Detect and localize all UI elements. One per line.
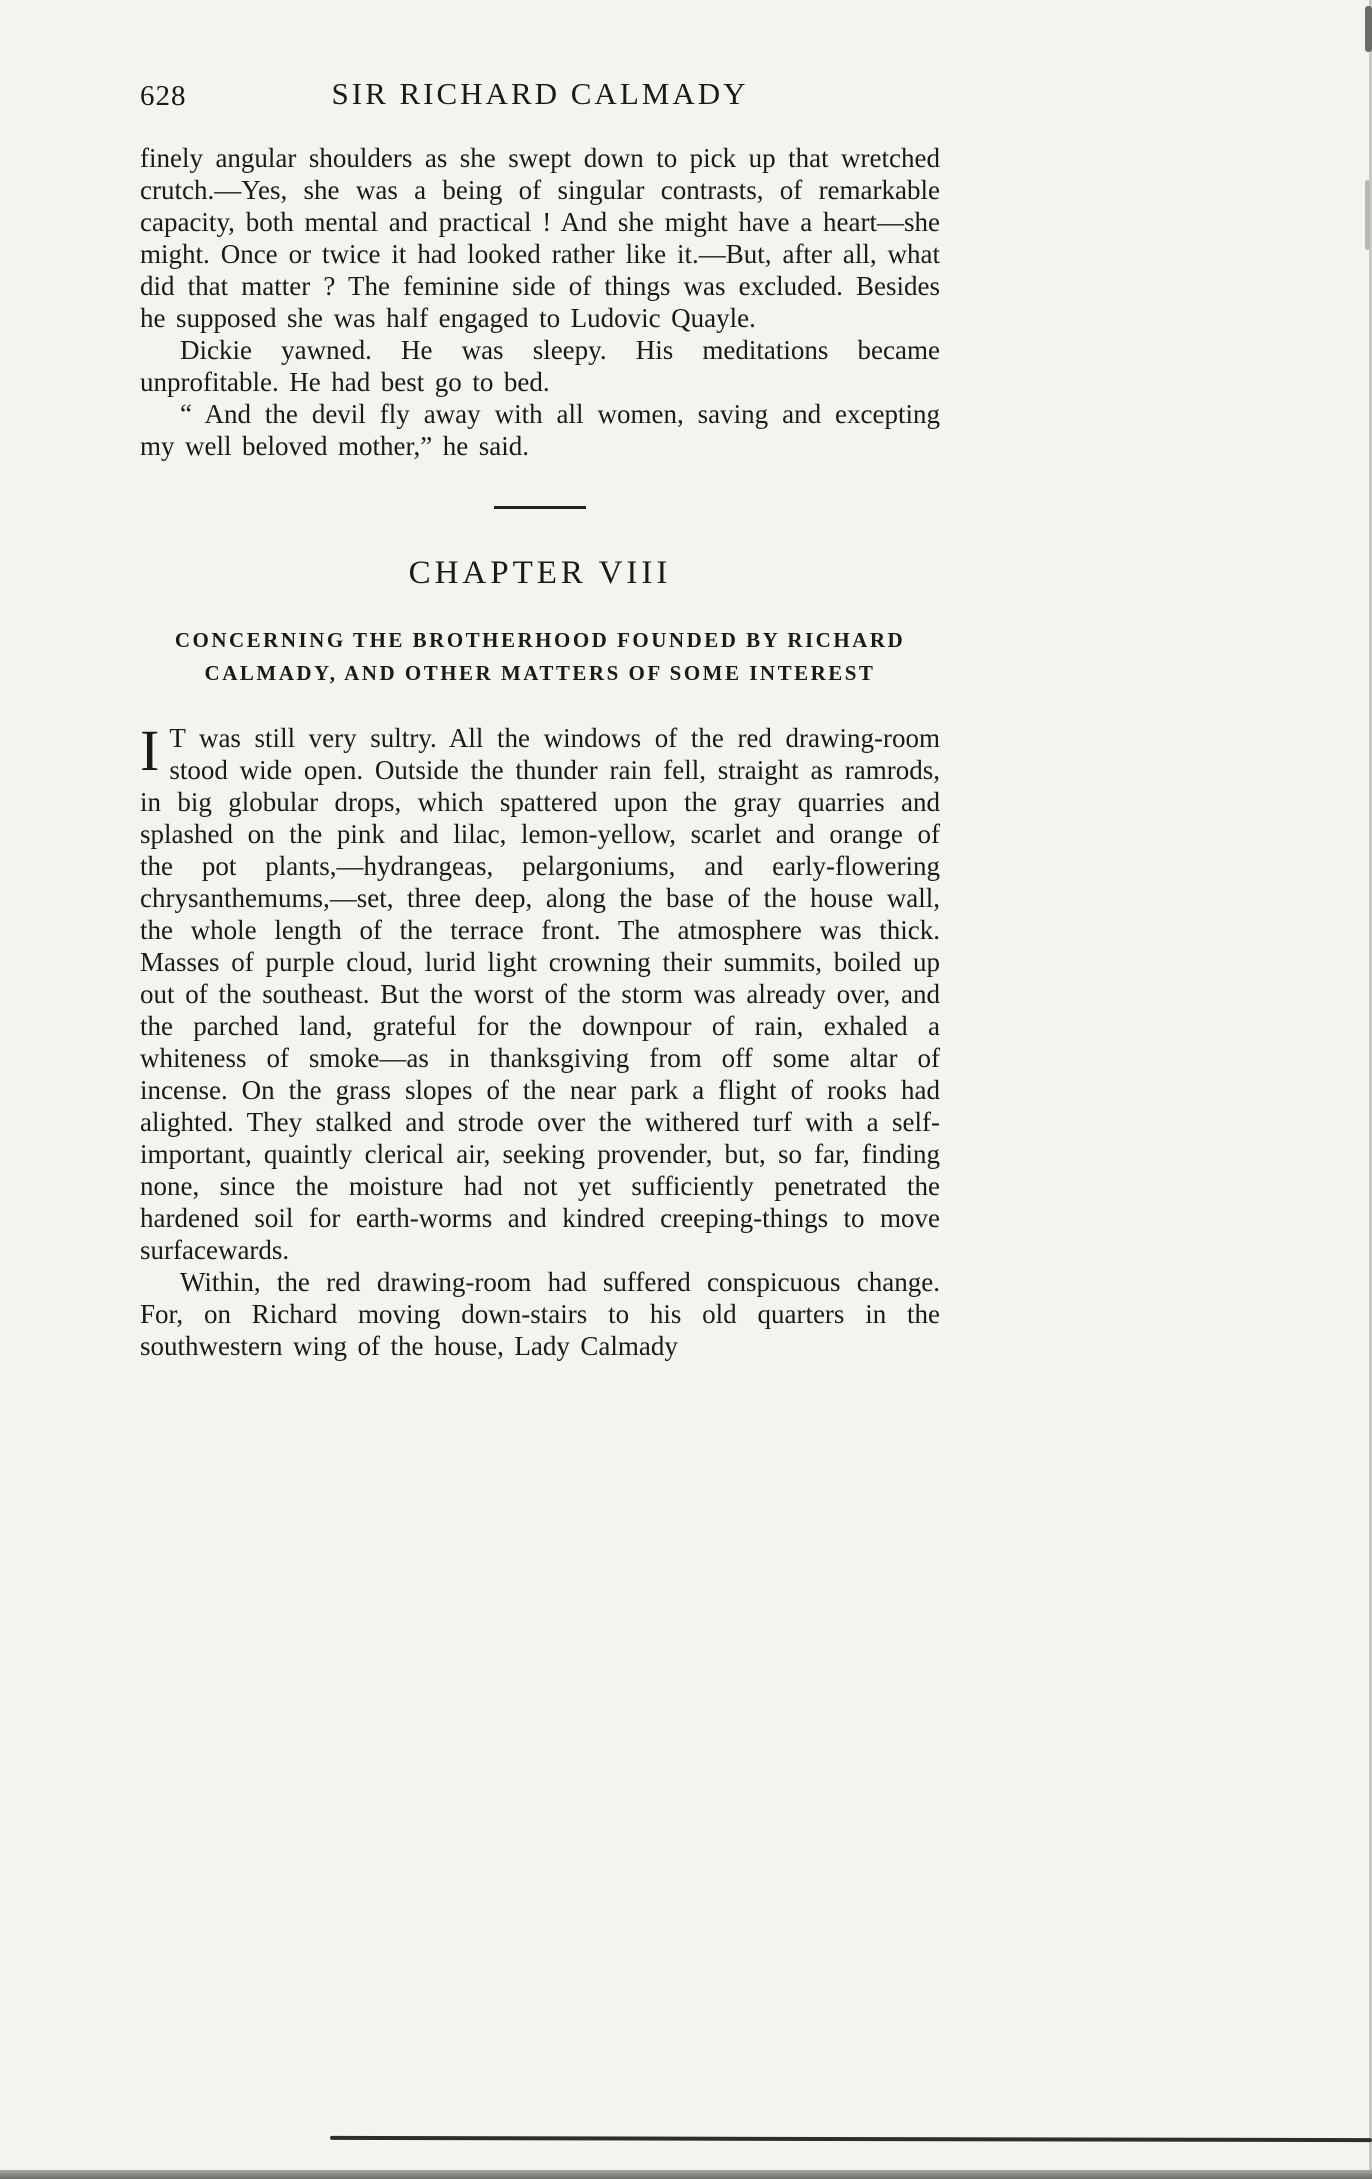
scan-artifact-bottom-edge (0, 2170, 1372, 2179)
chapter-opening-paragraph (140, 718, 940, 1266)
scan-artifact-top-right (1365, 6, 1372, 52)
scan-artifact-bottom-line (330, 2136, 1372, 2142)
paragraph: Dickie yawned. He was sleepy. His meditations became unprofitable. He had best go to bed. (140, 335, 940, 397)
paragraph-text: T was still very sultry. All the windows of the red drawing-room stood wide open. Outside the thunder rain fell, straight as ramrods, in big globular drops, which spattered upon the gray quarries and splashed on the pink and lilac, lemon-yellow, scarlet and orange of the pot plants,—hydrangeas, pelargoniums, and early-flowering chrysanthemums,—set, three deep, along the base of the house wall, the whole length of the terrace front. The atmosphere was thick. Masses of purple cloud, lurid light crowning their summits, boiled up out of the southeast. But the worst of the storm was already over, and the parched land, grateful for the downpour of rain, exhaled a whiteness of smoke—as in thanksgiving from off some altar of incense. On the grass slopes of the near park a flight of rooks had alighted. They stalked and strode over the withered turf with a self-important, quaintly clerical air, seeking provender, but, so far, finding none, since the moisture had not yet sufficiently penetrated the hardened soil for earth-worms and kindred creeping-things to move surfacewards. (140, 723, 940, 1265)
page-header (140, 76, 940, 120)
chapter-subtitle-line-1: CONCERNING THE BROTHERHOOD FOUNDED BY RICHARD (174, 628, 906, 652)
scan-artifact-right-margin (1365, 180, 1370, 250)
paragraph-continuation: finely angular shoulders as she swept down to pick up that wretched crutch.—Yes, she was a being of singular contrasts, of remarkable capacity, both mental and practical ! And she might have a heart—she might. Once or twice it had looked rather like it.—But, after all, what did that matter ? The feminine side of things was excluded. Besides he supposed she was half engaged to Ludovic Quayle. (140, 143, 940, 333)
chapter-subtitle (140, 624, 940, 690)
chapter-heading: CHAPTER VIII (408, 555, 672, 591)
paragraph: Within, the red drawing-room had suffered conspicuous change. For, on Richard moving down-stairs to his old quarters in the southwestern wing of the house, Lady Calmady (140, 1267, 940, 1361)
page-number: 628 (140, 80, 187, 112)
chapter-subtitle-line-2: CALMADY, AND OTHER MATTERS OF SOME INTEREST (204, 661, 876, 685)
drop-cap-letter: I (140, 718, 160, 783)
running-title: SIR RICHARD CALMADY (331, 76, 749, 111)
section-divider (494, 506, 586, 509)
page-content (140, 76, 940, 1362)
paragraph: “ And the devil fly away with all women, saving and excepting my well beloved mother,” he said. (140, 399, 940, 461)
